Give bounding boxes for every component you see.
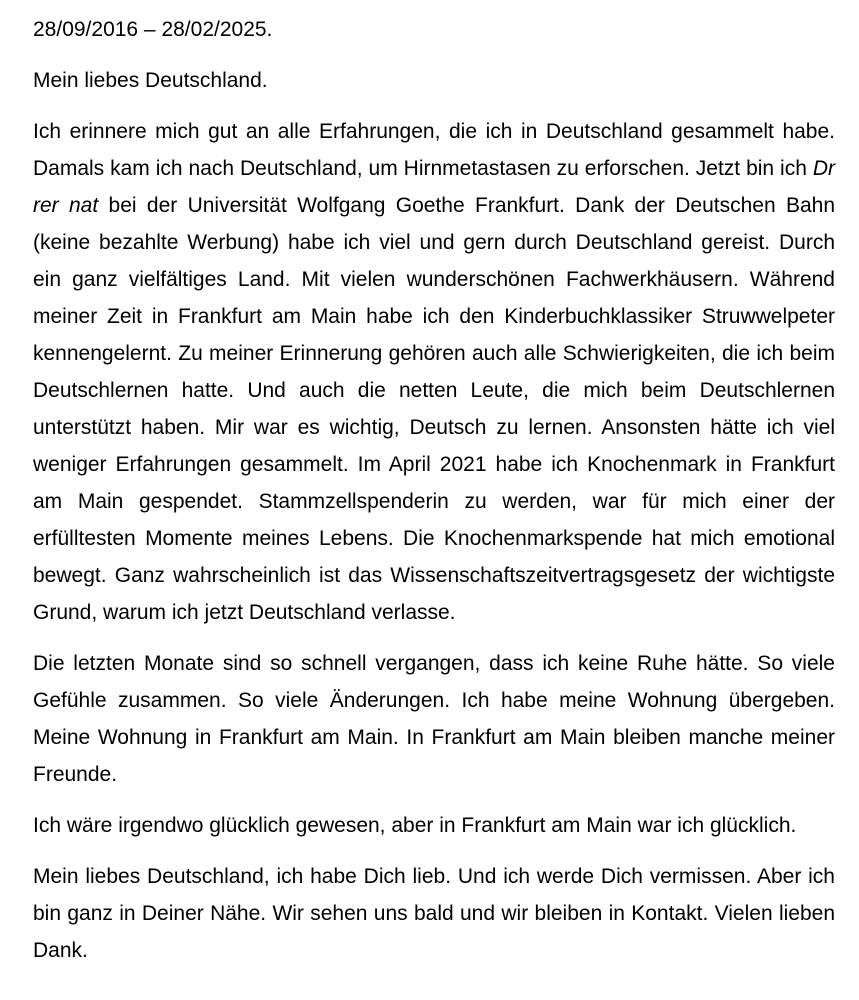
date-range: 28/09/2016 – 28/02/2025. — [33, 18, 273, 41]
paragraph-last-months: Die letzten Monate sind so schnell vergangen, dass ich keine Ruhe hätte. So viele Gefühle zusammen. So viele Änderungen. Ich habe meine Wohnung übergeben. Meine Wohnung in Frankfurt am Main. In Frankfurt am Main bleiben manche meiner Freunde. — [33, 652, 835, 786]
memories-text-after-italic: bei der Universität Wolfgang Goethe Frankfurt. Dank der Deutschen Bahn (keine bezahlte Werbung) habe ich viel und gern durch Deutschland gereist. Durch ein ganz vielfältiges Land. Mit vielen wunderschönen Fachwerkhäusern. Während meiner Zeit in Frankfurt am Main habe ich den Kinderbuchklassiker Struwwelpeter kennengelernt. Zu meiner Erinnerung gehören auch alle Schwierigkeiten, die ich beim Deutschlernen hatte. Und auch die netten Leute, die mich beim Deutschlernen unterstützt haben. Mir war es wichtig, Deutsch zu lernen. Ansonsten hätte ich viel weniger Erfahrungen gesammelt. Im April 2021 habe ich Knochenmark in Frankfurt am Main gespendet. Stammzellspenderin zu werden, war für mich einer der erfülltesten Momente meines Lebens. Die Knochenmarkspende hat mich emotional bewegt. Ganz wahrscheinlich ist das Wissenschaftszeitvertragsgesetz der wichtigste Grund, warum ich jetzt Deutschland verlasse. — [33, 194, 835, 624]
paragraph-happy: Ich wäre irgendwo glücklich gewesen, aber in Frankfurt am Main war ich glücklich. — [33, 814, 797, 837]
memories-text-before-italic: Ich erinnere mich gut an alle Erfahrungen, die ich in Deutschland gesammelt habe. Damals kam ich nach Deutschland, um Hirnmetastasen zu erforschen. Jetzt bin ich — [33, 120, 835, 180]
doctor-title-italic-text: Dr rer nat — [33, 157, 835, 217]
paragraph-memories — [33, 113, 835, 631]
paragraph-farewell: Mein liebes Deutschland, ich habe Dich lieb. Und ich werde Dich vermissen. Aber ich bin ganz in Deiner Nähe. Wir sehen uns bald und wir bleiben in Kontakt. Vielen lieben Dank. — [33, 865, 835, 962]
salutation: Mein liebes Deutschland. — [33, 69, 268, 92]
